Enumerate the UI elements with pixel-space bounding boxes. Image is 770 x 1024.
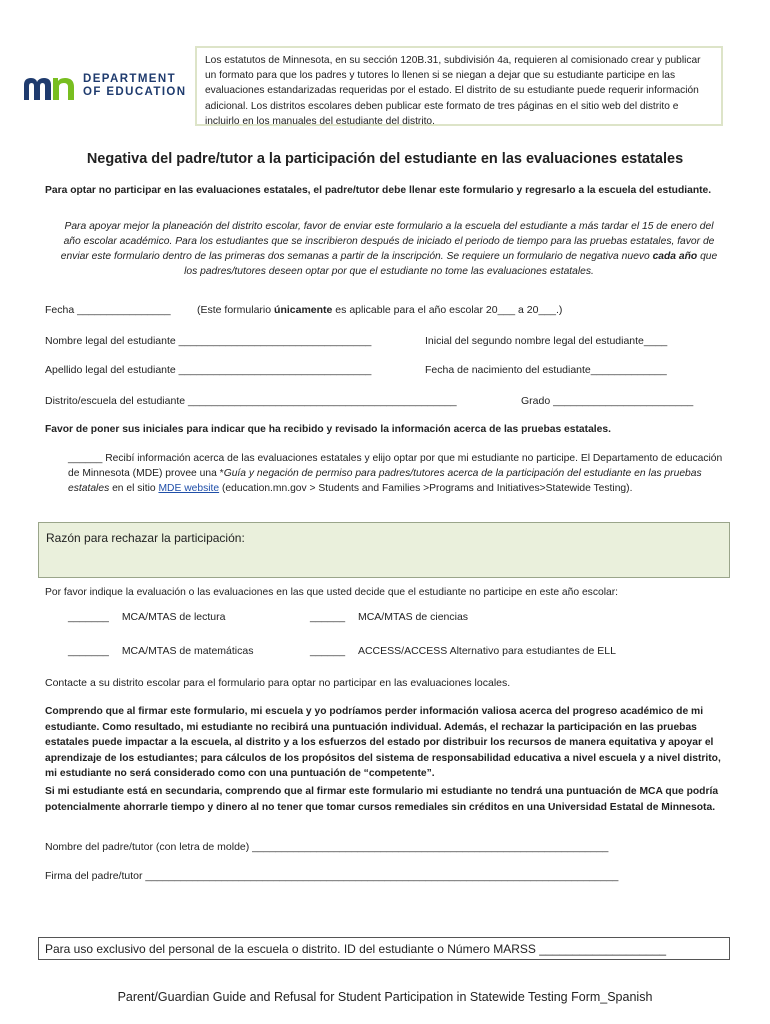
- math-assessment-option[interactable]: [68, 645, 253, 657]
- logo-text: [83, 73, 186, 99]
- school-year-post: es aplicable para el año escolar 20___ a 20___.): [332, 304, 563, 316]
- science-assessment-option[interactable]: [310, 611, 468, 623]
- option-blank: ______: [310, 645, 346, 657]
- grade-field[interactable]: Grado ________________________: [521, 395, 694, 407]
- school-year-pre: (Este formulario: [197, 304, 275, 316]
- staff-use-label: Para uso exclusivo del personal de la escuela o distrito. ID del estudiante o Número MARSS ___________________: [45, 942, 667, 956]
- reading-assessment-option[interactable]: [68, 611, 225, 623]
- parent-name-field[interactable]: Nombre del padre/tutor (con letra de molde) _____________________________________________________________: [45, 841, 609, 853]
- option-label: ACCESS/ACCESS Alternativo para estudiantes de ELL: [357, 645, 616, 657]
- logo-line-2: OF EDUCATION: [83, 86, 187, 98]
- parent-signature-field[interactable]: Firma del padre/tutor _________________________________________________________________________________: [45, 870, 619, 882]
- logo-line-1: DEPARTMENT: [83, 73, 177, 85]
- student-legal-name-field[interactable]: Nombre legal del estudiante _________________________________: [45, 335, 372, 347]
- option-blank: _______: [68, 645, 109, 657]
- ack-part3: (education.mn.gov > Students and Families >Programs and Initiatives>Statewide Testing).: [219, 483, 633, 494]
- ack-part1: ______ Recibí información acerca de las evaluaciones estatales y elijo optar por que mi estudiante no participe. El Departamento de educación de Minnesota (MDE) provee una *: [68, 453, 723, 479]
- staff-use-box[interactable]: [38, 937, 730, 960]
- form-title: Negativa del padre/tutor a la participación del estudiante en las evaluaciones estatales: [86, 151, 684, 167]
- deadline-note-part1: Para apoyar mejor la planeación del distrito escolar, favor de enviar este formulario a la escuela del estudiante a más tardar el 15 de enero del año escolar académico. Para los estudiantes que se inscribieron después de iniciado el periodo de tiempo para las pruebas estatales, favor de enviar este formulario dentro de las primeras dos semanas a partir de la inscripción. Se requiere un formulario de negativa nuevo: [60, 221, 715, 262]
- refusal-reason-label: Razón para rechazar la participación:: [46, 531, 245, 545]
- intro-instructions: Para optar no participar en las evaluaciones estatales, el padre/tutor debe llenar este formulario y regresarlo a la escuela del estudiante.: [45, 185, 712, 196]
- school-year-field[interactable]: [197, 304, 562, 316]
- mde-logo: [22, 70, 194, 110]
- option-label: MCA/MTAS de ciencias: [357, 611, 469, 623]
- consequences-statement: Comprendo que al firmar este formulario, mi escuela y yo podríamos perder información valiosa acerca del progreso académico de mi estudiante. Como resultado, mi estudiante no recibirá una puntuación individual. Además, el rechazar la participación en las pruebas estatales puede impactar a la escuela, al distrito y a los esfuerzos del estado por distribuir los recursos de manera equitativa y apoyar el aprendizaje de los estudiantes; para cálculos de los propósitos del sistema de responsabilidad educativa a nivel escuela y a nivel distrito, mi estudiante no será considerado como con una puntuación de “competente”.: [45, 706, 721, 779]
- acknowledgement-statement[interactable]: [68, 451, 728, 496]
- date-field[interactable]: Fecha ________________: [45, 304, 171, 316]
- assessments-prompt: Por favor indique la evaluación o las evaluaciones en las que usted decide que el estudiante no participe en este año escolar:: [45, 587, 619, 598]
- mn-logo-mark-icon: [22, 76, 77, 100]
- refusal-reason-box[interactable]: [38, 522, 730, 578]
- statute-notice-box: Los estatutos de Minnesota, en su sección 120B.31, subdivisión 4a, requieren al comisionado crear y publicar un formato para que los padres y tutores lo llenen si se niegan a dejar que su estudiante participe en las evaluaciones estandarizadas requeridas por el estado. El distrito de su estudiante puede requerir información adicional. Los distritos escolares deben publicar este formato de tres páginas en el sitio web del distrito e incluirlo en los manuales del estudiante del distrito.: [195, 46, 723, 126]
- ack-part2: en el sitio: [109, 483, 159, 494]
- option-blank: _______: [68, 611, 109, 623]
- option-label: MCA/MTAS de lectura: [121, 611, 226, 623]
- ack-guide-title: Guía y negación de permiso para padres/tutores acerca de la participación del estudiante en las pruebas estatales: [68, 468, 702, 494]
- secondary-student-statement: Si mi estudiante está en secundaria, comprendo que al firmar este formulario mi estudiante no tendrá una puntuación de MCA que podría potencialmente ahorrarle tiempo y dinero al no tener que tomar cursos remediales sin créditos en una Universidad Estatal de Minnesota.: [45, 786, 719, 813]
- initials-heading: Favor de poner sus iniciales para indicar que ha recibido y revisado la información acerca de las pruebas estatales.: [45, 424, 611, 435]
- birth-date-field[interactable]: Fecha de nacimiento del estudiante_____________: [425, 364, 667, 376]
- student-last-name-field[interactable]: Apellido legal del estudiante _________________________________: [45, 364, 372, 376]
- option-label: MCA/MTAS de matemáticas: [121, 645, 254, 657]
- deadline-note-part2: que los padres/tutores deseen optar por que el estudiante no tome las evaluaciones estatales.: [184, 251, 718, 277]
- mde-website-link[interactable]: MDE website: [158, 483, 220, 494]
- local-assessment-note: Contacte a su distrito escolar para el formulario para optar no participar en las evaluaciones locales.: [45, 677, 511, 689]
- access-assessment-option[interactable]: [310, 645, 616, 657]
- school-year-bold: únicamente: [274, 304, 333, 316]
- page-footer: Parent/Guardian Guide and Refusal for Student Participation in Statewide Testing Form_Spanish: [117, 990, 653, 1004]
- submission-deadline-note: [60, 219, 718, 279]
- district-school-field[interactable]: Distrito/escuela del estudiante ______________________________________________: [45, 395, 457, 407]
- deadline-note-bold: cada año: [652, 251, 698, 262]
- option-blank: ______: [310, 611, 346, 623]
- middle-initial-field[interactable]: Inicial del segundo nombre legal del estudiante____: [425, 335, 668, 347]
